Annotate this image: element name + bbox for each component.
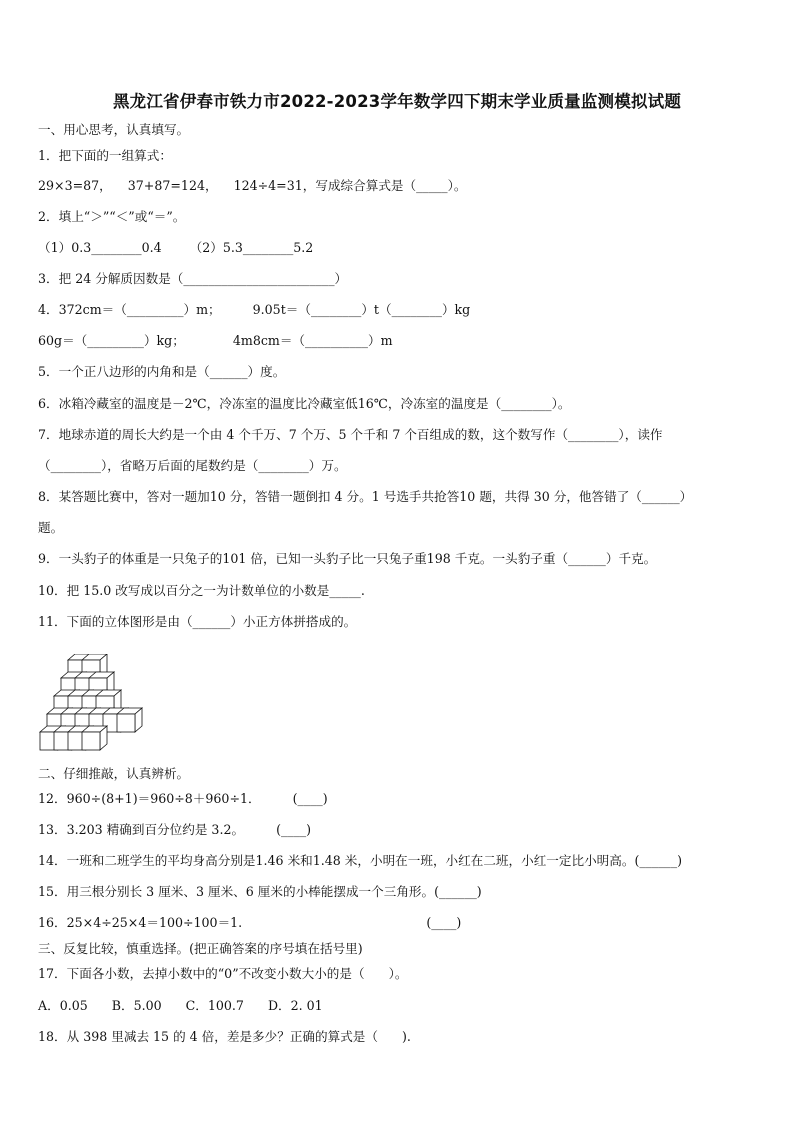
question-3: 3．把 24 分解质因数是（________________________）	[38, 271, 348, 286]
question-6: 6．冰箱冷藏室的温度是－2℃，冷冻室的温度比冷藏室低16℃，冷冻室的温度是（________）。	[38, 396, 571, 411]
question-8-line-1: 8．某答题比赛中，答对一题加10 分，答错一题倒扣 4 分。1 号选手共抢答10 题，共得 30 分，他答错了（______）	[38, 489, 693, 504]
question-17-options: A．0.05 B．5.00 C．100.7 D．2. 01	[38, 998, 323, 1013]
question-1-line: 29×3=87， 37+87=124， 124÷4=31，写成综合算式是（_____）。	[38, 178, 467, 193]
page-title: 黑龙江省伊春市铁力市2022-2023学年数学四下期末学业质量监测模拟试题	[112, 92, 682, 111]
question-12: 12．960÷(8+1)＝960÷8＋960÷1． (____)	[38, 791, 328, 806]
question-2: 2．填上“＞”“＜”或“＝”。	[38, 209, 186, 224]
question-17: 17．下面各小数，去掉小数中的“0”不改变小数大小的是（ ）。	[38, 966, 408, 981]
question-4-line-1: 4．372cm＝（_________）m； 9.05t＝（________）t（________）kg	[38, 302, 471, 317]
section-3-heading: 三、反复比较，慎重选择。(把正确答案的序号填在括号里)	[38, 941, 363, 956]
question-4-line-2: 60g＝（_________）kg； 4m8cm＝（__________）m	[38, 333, 393, 348]
question-1: 1．把下面的一组算式：	[38, 148, 172, 163]
question-5: 5．一个正八边形的内角和是（______）度。	[38, 364, 286, 379]
question-16: 16．25×4÷25×4＝100÷100＝1. (____)	[38, 915, 462, 930]
question-10: 10．把 15.0 改写成以百分之一为计数单位的小数是_____.	[38, 583, 365, 598]
question-15: 15．用三根分别长 3 厘米、3 厘米、6 厘米的小棒能摆成一个三角形。(______)	[38, 884, 482, 899]
question-14: 14．一班和二班学生的平均身高分别是1.46 米和1.48 米，小明在一班，小红在二班，小红一定比小明高。(______)	[38, 853, 683, 868]
question-7-line-2: （________），省略万后面的尾数约是（________）万。	[38, 458, 347, 473]
question-11: 11．下面的立体图形是由（______）小正方体拼搭成的。	[38, 614, 357, 629]
section-1-heading: 一、用心思考，认真填写。	[38, 122, 190, 137]
question-2-line: （1）0.3________0.4 （2）5.3________5.2	[38, 240, 314, 255]
question-9: 9．一头豹子的体重是一只兔子的101 倍，已知一头豹子比一只兔子重198 千克。一头豹子重（______）千克。	[38, 551, 657, 566]
section-2-heading: 二、仔细推敲，认真辨析。	[38, 766, 190, 781]
cube	[82, 726, 107, 750]
cube	[117, 708, 142, 732]
question-13: 13．3.203 精确到百分位约是 3.2。 (____)	[38, 822, 312, 837]
question-7-line-1: 7．地球赤道的周长大约是一个由 4 个千万、7 个万、5 个千和 7 个百组成的数，这个数写作（________），读作	[38, 427, 663, 442]
stacked-cubes-figure	[38, 654, 158, 754]
question-18: 18．从 398 里减去 15 的 4 倍，差是多少？正确的算式是（ ).	[38, 1029, 411, 1044]
question-8-line-2: 题。	[38, 520, 64, 535]
